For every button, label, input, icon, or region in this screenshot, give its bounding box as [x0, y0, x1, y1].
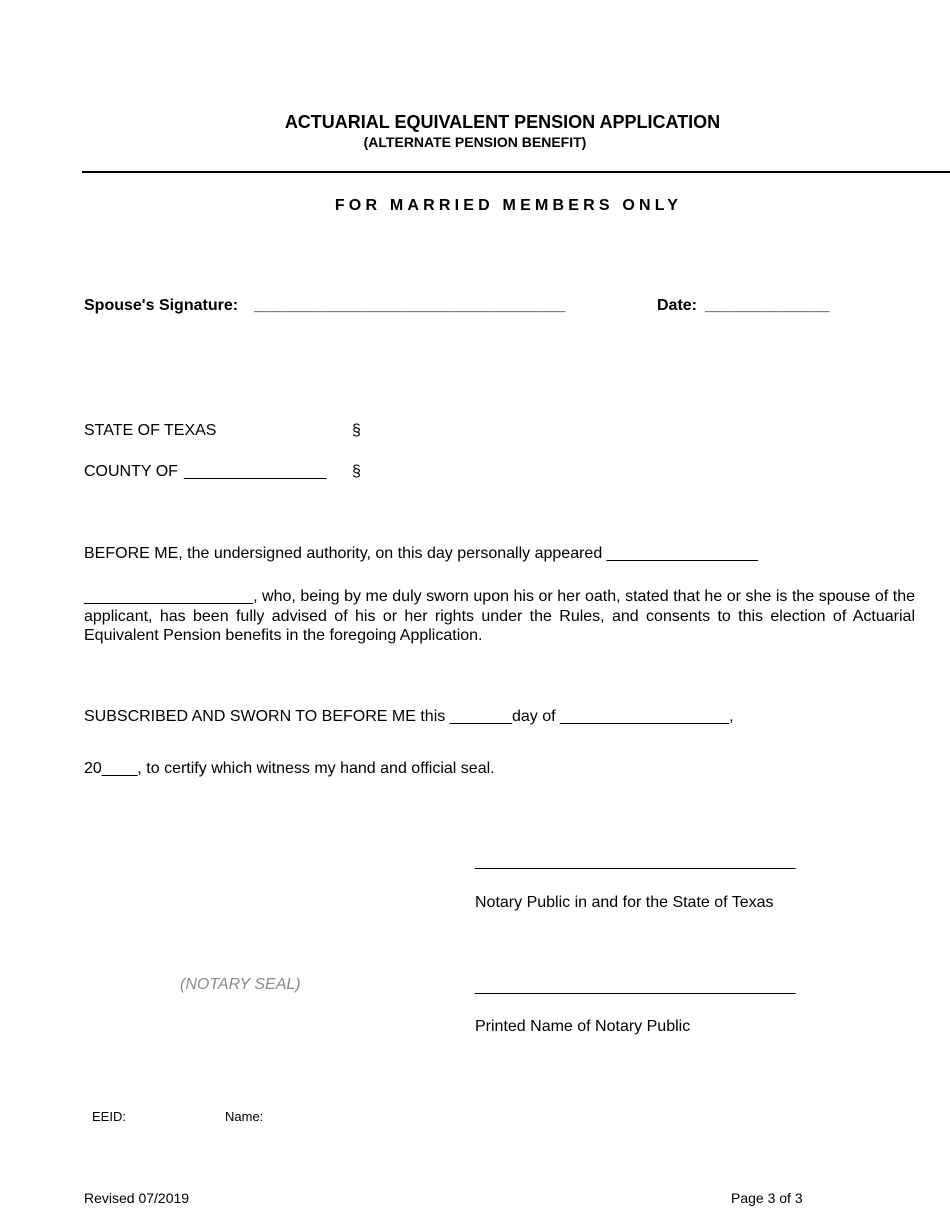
spouse-signature-field[interactable]: ___________________________________: [254, 297, 566, 314]
page-number: Page 3 of 3: [731, 1190, 803, 1206]
notary-printed-name-field[interactable]: ____________________________________: [475, 978, 796, 995]
document-subtitle: (ALTERNATE PENSION BENEFIT): [363, 134, 587, 150]
affidavit-paragraph: ___________________, who, being by me duly sworn upon his or her oath, stated that he or she is the spouse of the applicant, has been fully advised of his or her rights under the Rules, and consents to this election of Actuarial Equivalent Pension benefits in the foregoing Application.: [84, 588, 915, 645]
notary-printed-name-label: Printed Name of Notary Public: [475, 1018, 691, 1035]
section-heading: FOR MARRIED MEMBERS ONLY: [334, 197, 683, 214]
year-statement: 20____, to certify which witness my hand and official seal.: [84, 760, 495, 777]
notary-signature-label: Notary Public in and for the State of Texas: [475, 894, 774, 911]
section-symbol: §: [352, 463, 361, 480]
notary-signature-field[interactable]: ____________________________________: [475, 853, 796, 870]
date-label: Date:: [657, 297, 698, 314]
eeid-label: EEID:: [92, 1109, 126, 1124]
notary-seal-placeholder: (NOTARY SEAL): [180, 976, 301, 993]
county-field[interactable]: ________________: [184, 463, 327, 480]
county-label: COUNTY OF: [84, 463, 178, 480]
document-title: ACTUARIAL EQUIVALENT PENSION APPLICATION: [284, 112, 721, 132]
subscribed-statement: SUBSCRIBED AND SWORN TO BEFORE ME this _______day of ___________________,: [84, 708, 734, 725]
state-label: STATE OF TEXAS: [84, 422, 217, 439]
before-me-statement: BEFORE ME, the undersigned authority, on this day personally appeared _________________: [84, 545, 758, 562]
revision-date: Revised 07/2019: [84, 1190, 190, 1206]
spouse-signature-label: Spouse's Signature:: [84, 297, 239, 314]
name-label: Name:: [225, 1109, 264, 1124]
date-field[interactable]: ______________: [705, 297, 830, 314]
header-divider: [82, 171, 950, 173]
section-symbol: §: [352, 422, 361, 439]
